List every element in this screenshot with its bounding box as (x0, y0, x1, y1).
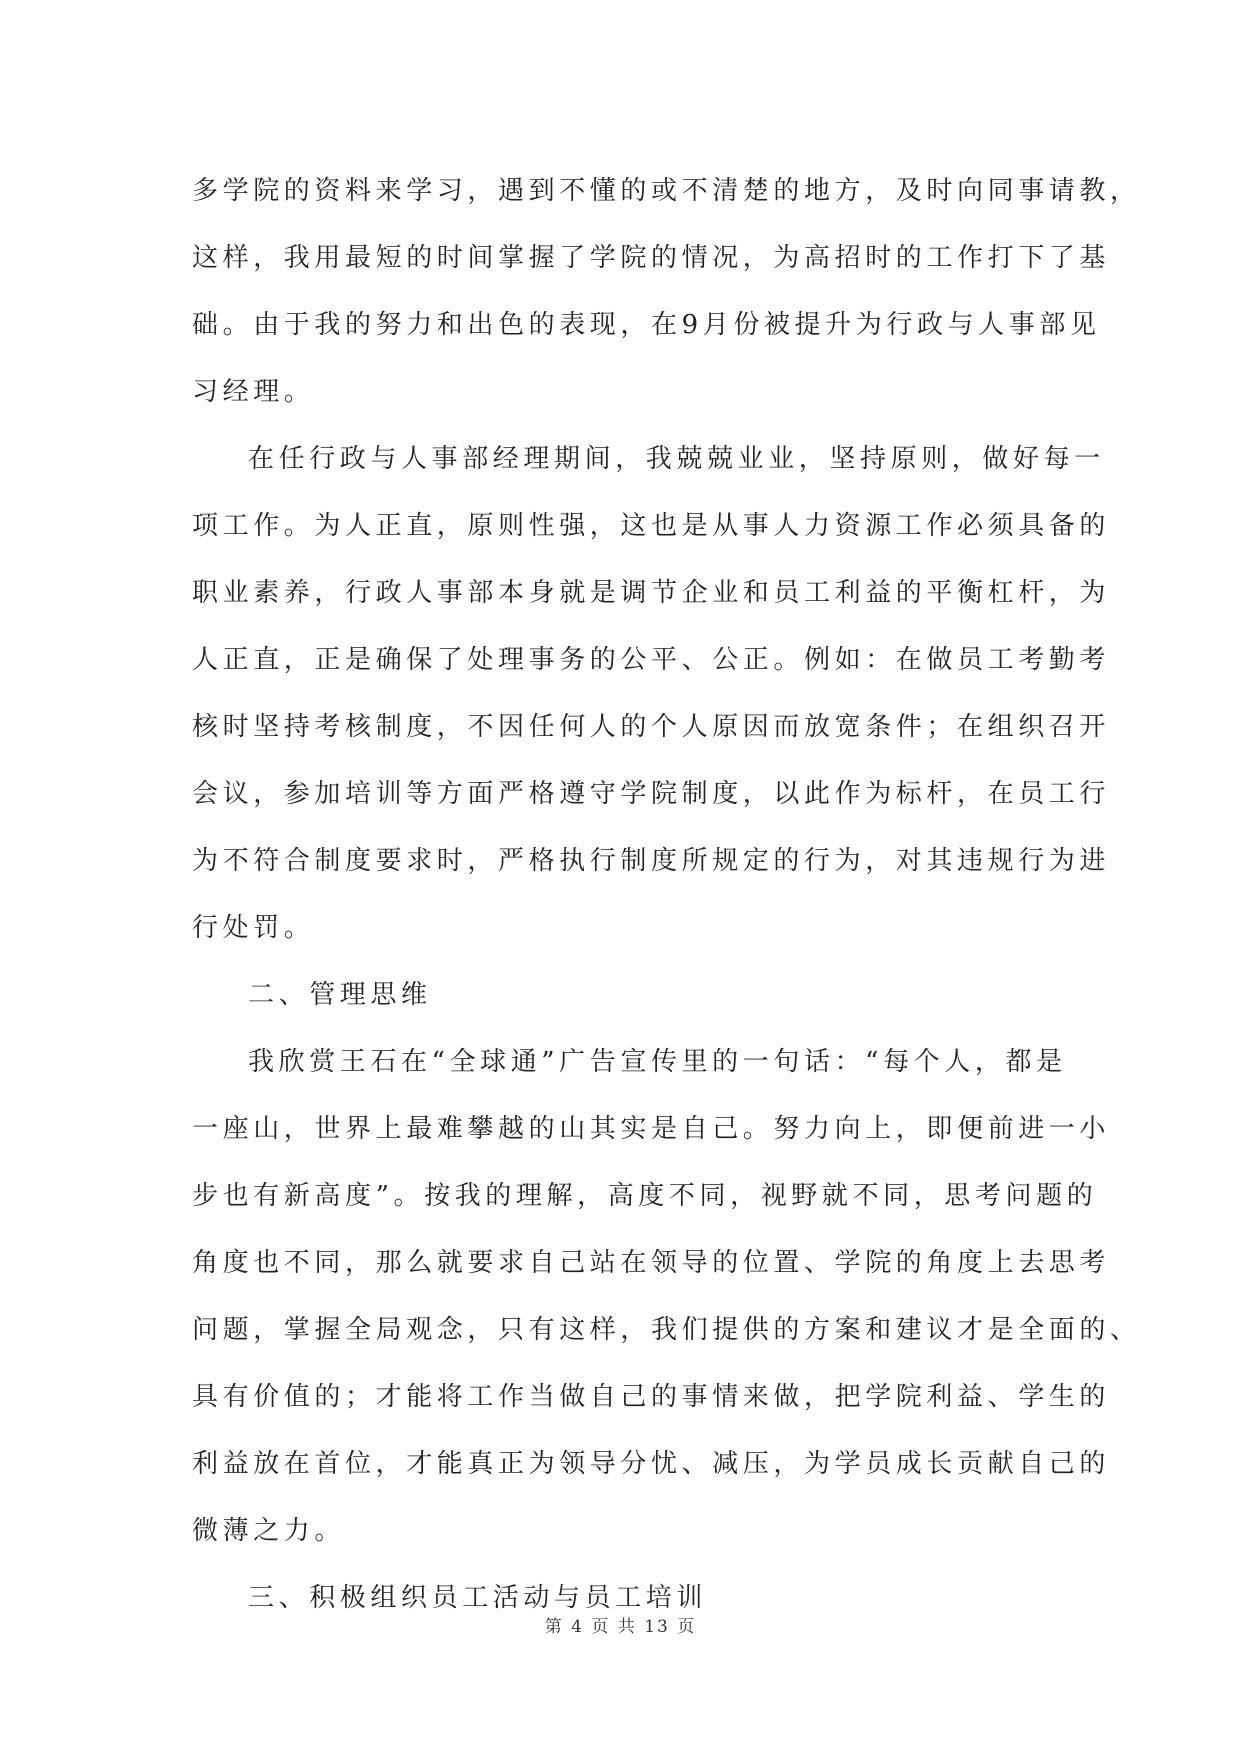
text-line: 二、管理思维 (248, 980, 432, 1010)
text-line: 我欣赏王石在“全球通”广告宣传里的一句话：“每个人，都是 (248, 1047, 1067, 1077)
text-line: 一座山，世界上最难攀越的山其实是自己。努力向上，即便前进一小 (192, 1114, 1111, 1144)
text-line: 微薄之力。 (192, 1516, 346, 1546)
text-line: 角度也不同，那么就要求自己站在领导的位置、学院的角度上去思考 (192, 1248, 1111, 1278)
text-line: 具有价值的；才能将工作当做自己的事情来做，把学院利益、学生的 (192, 1382, 1111, 1412)
text-line: 多学院的资料来学习，遇到不懂的或不清楚的地方，及时向同事请教， (192, 176, 1141, 206)
document-body (192, 158, 1141, 1632)
text-line: 利益放在首位，才能真正为领导分忧、减压，为学员成长贡献自己的 (192, 1449, 1111, 1479)
text-line: 核时坚持考核制度，不因任何人的个人原因而放宽条件；在组织召开 (192, 712, 1111, 742)
page-footer: 第 4 页 共 13 页 (544, 1617, 697, 1637)
text-line: 步也有新高度”。按我的理解，高度不同，视野就不同，思考问题的 (192, 1181, 1098, 1211)
text-line: 项工作。为人正直，原则性强，这也是从事人力资源工作必须具备的 (192, 511, 1111, 541)
text-line: 在任行政与人事部经理期间，我兢兢业业，坚持原则，做好每一 (248, 444, 1105, 474)
text-line: 会议，参加培训等方面严格遵守学院制度，以此作为标杆，在员工行 (192, 779, 1111, 809)
text-line: 习经理。 (192, 377, 315, 407)
text-line: 问题，掌握全局观念，只有这样，我们提供的方案和建议才是全面的、 (192, 1315, 1141, 1345)
text-line: 职业素养，行政人事部本身就是调节企业和员工利益的平衡杠杆，为 (192, 578, 1111, 608)
text-line: 行处罚。 (192, 913, 315, 943)
text-line: 这样，我用最短的时间掌握了学院的情况，为高招时的工作打下了基 (192, 243, 1111, 273)
text-line: 为不符合制度要求时，严格执行制度所规定的行为，对其违规行为进 (192, 846, 1111, 876)
text-line: 人正直，正是确保了处理事务的公平、公正。例如：在做员工考勤考 (192, 645, 1111, 675)
text-line: 三、积极组织员工活动与员工培训 (248, 1583, 708, 1613)
text-line: 础。由于我的努力和出色的表现，在9月份被提升为行政与人事部见 (192, 310, 1101, 340)
